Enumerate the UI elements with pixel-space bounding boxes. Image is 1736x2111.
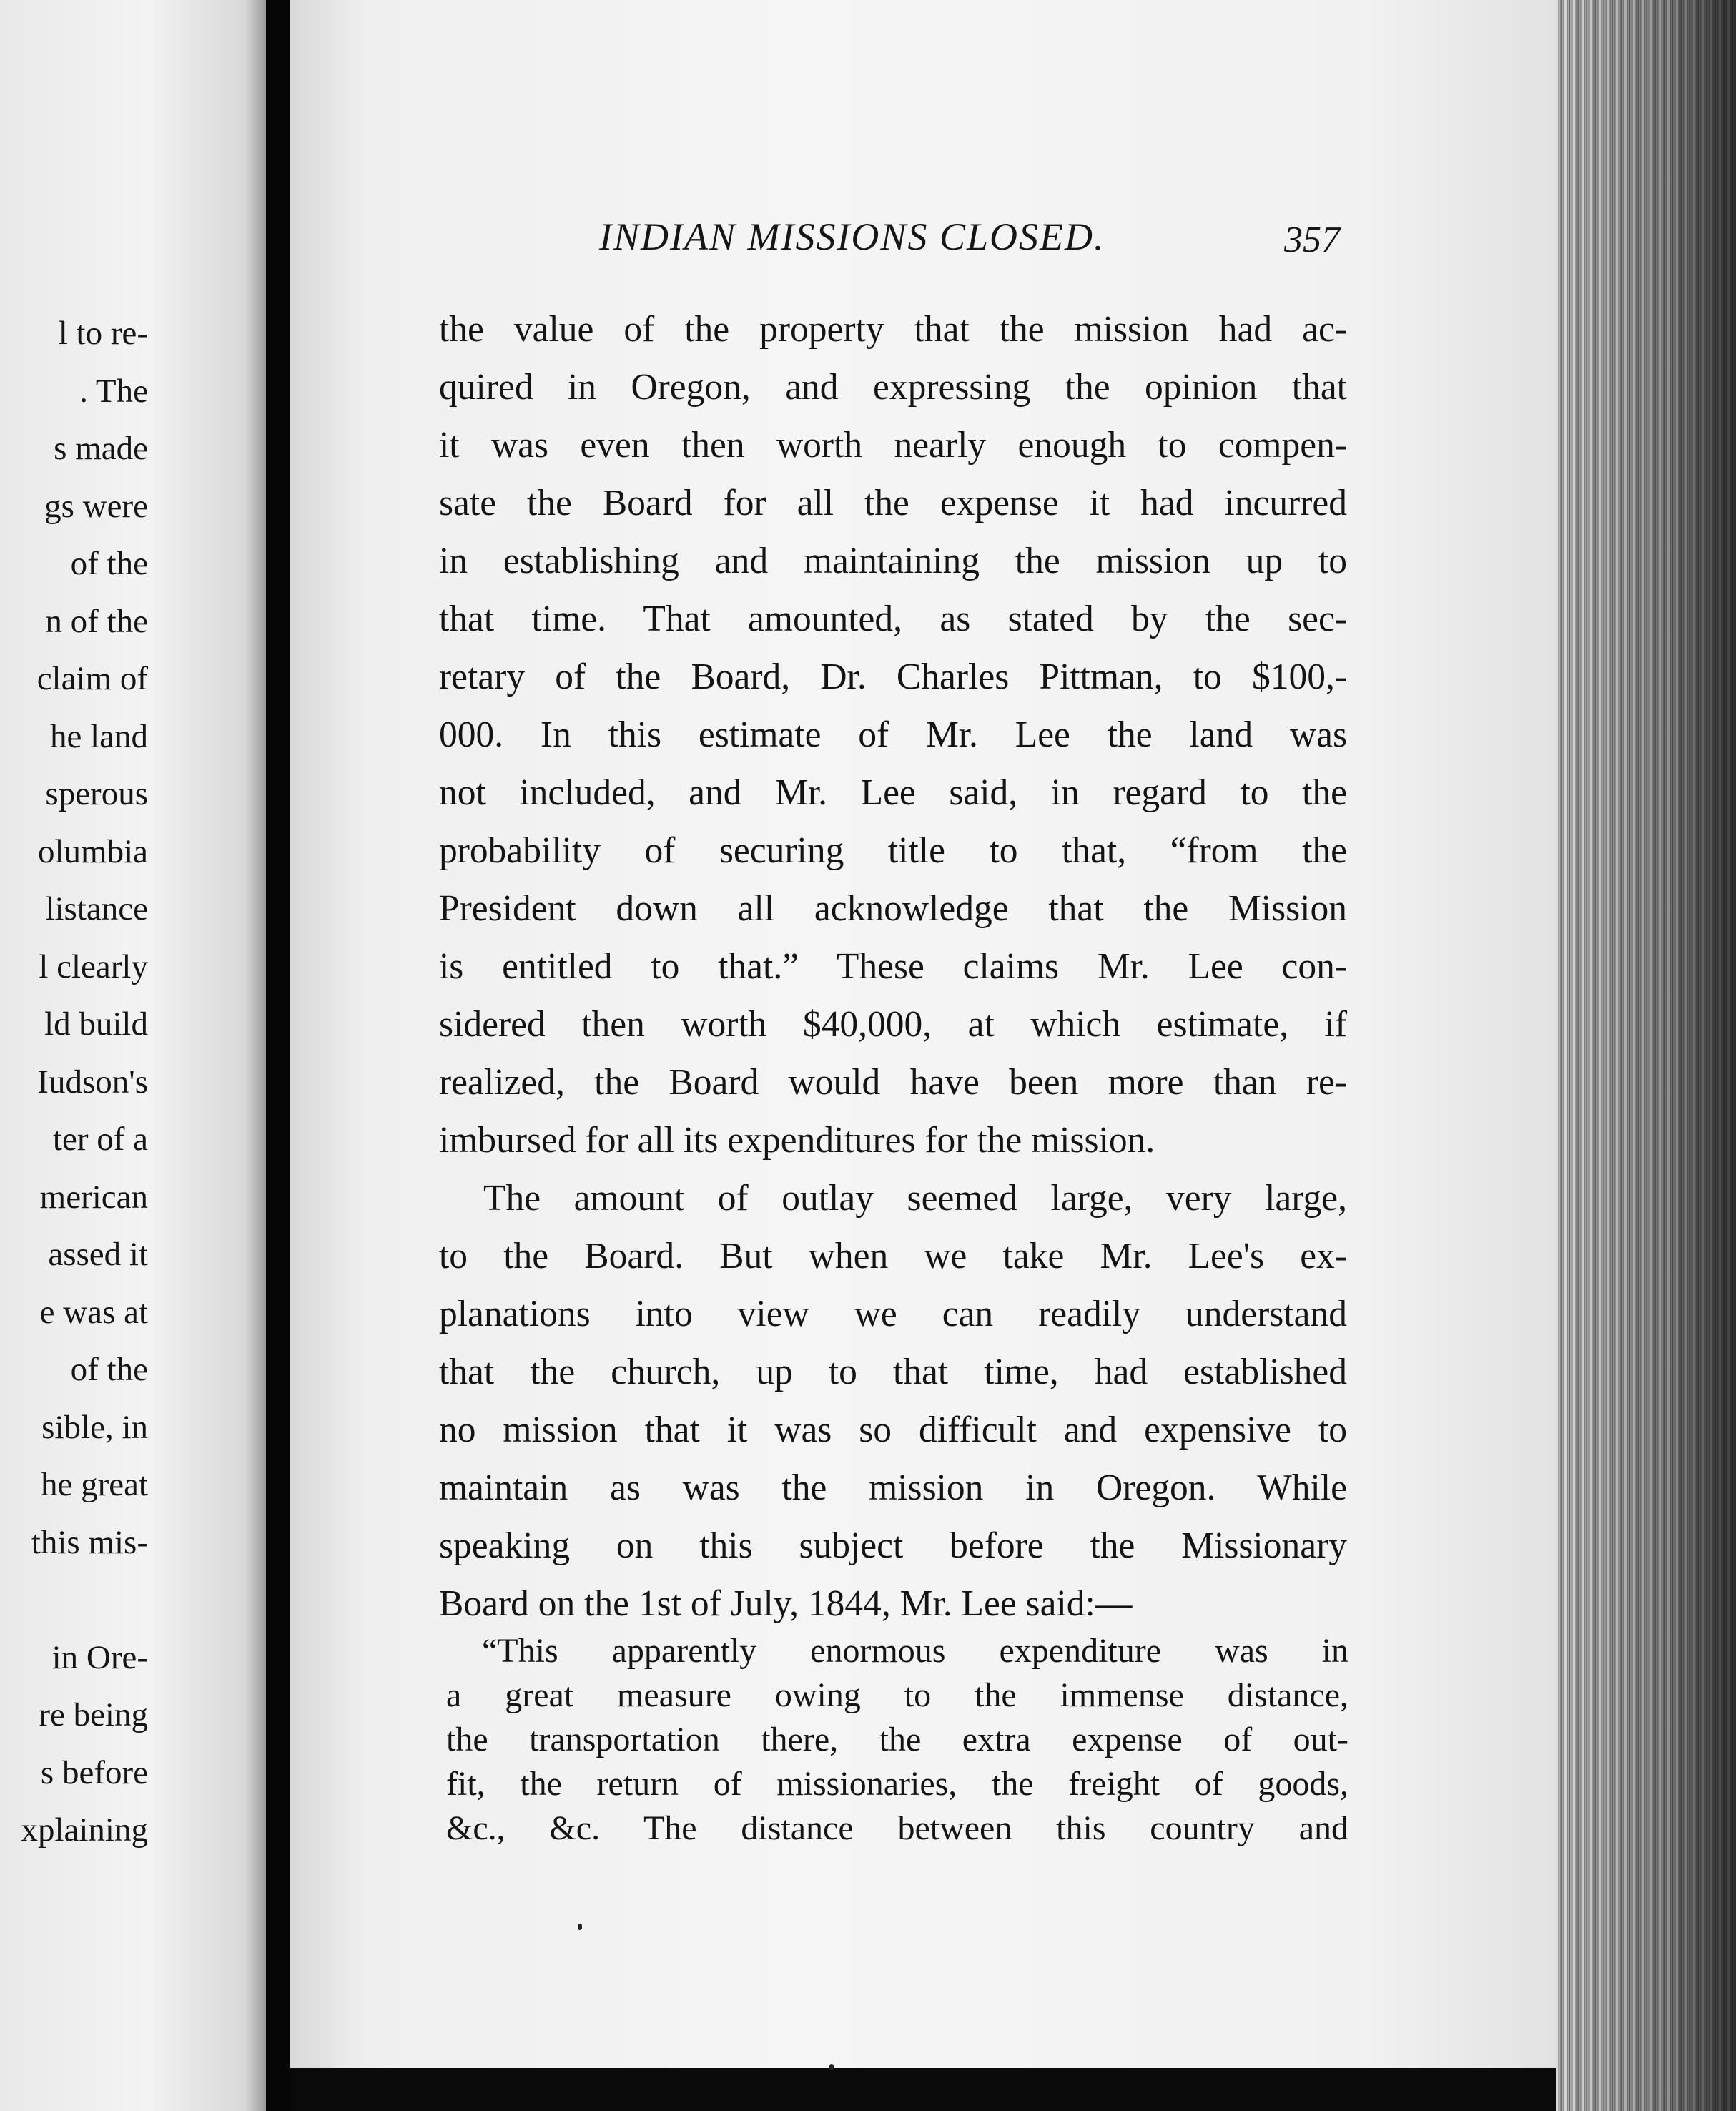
quote-line: “This apparently enormous expenditure was in <box>482 1632 1348 1670</box>
bottom-shadow <box>290 2068 1556 2111</box>
body-line: is entitled to that.” These claims Mr. Lee con- <box>439 946 1347 987</box>
body-text <box>439 300 1347 1633</box>
page-number: 357 <box>1284 220 1340 260</box>
body-line: sidered then worth $40,000, at which estimate, if <box>439 1004 1347 1045</box>
left-line: n of the <box>45 602 148 640</box>
left-line: olumbia <box>37 832 148 870</box>
facing-left-page <box>0 0 266 2111</box>
body-line: to the Board. But when we take Mr. Lee's ex- <box>439 1236 1347 1276</box>
left-line: listance <box>45 890 148 927</box>
quote-line: fit, the return of missionaries, the freight of goods, <box>446 1765 1348 1803</box>
body-line: in establishing and maintaining the mission up to <box>439 541 1347 581</box>
left-line: xplaining <box>21 1811 148 1849</box>
left-line: merican <box>39 1178 148 1216</box>
left-line: s made <box>54 430 148 467</box>
left-line: of the <box>70 545 148 582</box>
body-line: quired in Oregon, and expressing the opinion that <box>439 367 1347 408</box>
left-line: in Ore- <box>51 1638 148 1676</box>
left-line: ld build <box>44 1005 148 1043</box>
running-head: INDIAN MISSIONS CLOSED. <box>599 215 1105 258</box>
left-line: this mis- <box>31 1523 148 1561</box>
left-line: Iudson's <box>37 1063 148 1101</box>
body-line: The amount of outlay seemed large, very large, <box>483 1178 1347 1219</box>
body-line: that time. That amounted, as stated by the sec- <box>439 599 1347 639</box>
print-speck <box>829 2064 834 2070</box>
left-line: assed it <box>48 1236 148 1273</box>
body-line: realized, the Board would have been more than re- <box>439 1062 1347 1103</box>
left-line: of the <box>70 1351 148 1388</box>
left-line: sperous <box>45 775 148 812</box>
left-line: gs were <box>44 487 148 525</box>
quote-line: a great measure owing to the immense distance, <box>446 1676 1348 1714</box>
print-speck <box>578 1924 582 1930</box>
body-line: Board on the 1st of July, 1844, Mr. Lee said:— <box>439 1583 1133 1624</box>
body-line: 000. In this estimate of Mr. Lee the land was <box>439 714 1347 755</box>
body-line: sate the Board for all the expense it had incurred <box>439 483 1347 523</box>
body-line: retary of the Board, Dr. Charles Pittman, to $100,- <box>439 656 1347 697</box>
body-line: probability of securing title to that, “from the <box>439 830 1347 871</box>
body-line: President down all acknowledge that the Mission <box>439 888 1347 929</box>
left-line: he land <box>49 717 148 755</box>
page-edges <box>1556 0 1736 2111</box>
left-line: . The <box>79 372 148 410</box>
left-line: ter of a <box>52 1121 148 1158</box>
left-line: s before <box>40 1753 148 1791</box>
left-line: l to re- <box>58 315 148 352</box>
body-line: no mission that it was so difficult and expensive to <box>439 1409 1347 1450</box>
quote-line: the transportation there, the extra expense of out- <box>446 1721 1348 1758</box>
left-line: he great <box>40 1466 148 1503</box>
body-line: not included, and Mr. Lee said, in regard to the <box>439 772 1347 813</box>
body-line: planations into view we can readily understand <box>439 1294 1347 1334</box>
book-gutter <box>266 0 290 2111</box>
left-line <box>21 1571 148 1629</box>
body-line: that the church, up to that time, had established <box>439 1352 1347 1392</box>
body-line: it was even then worth nearly enough to compen- <box>439 425 1347 466</box>
left-line: re being <box>39 1696 148 1733</box>
left-line: claim of <box>36 660 148 697</box>
left-page-text <box>21 305 148 1859</box>
body-line: maintain as was the mission in Oregon. While <box>439 1467 1347 1508</box>
page-edges-shadow <box>1556 0 1736 2111</box>
left-line: sible, in <box>41 1408 148 1446</box>
left-line: l clearly <box>39 948 148 985</box>
body-line: imbursed for all its expenditures for the mission. <box>439 1120 1155 1161</box>
quote-line: &c., &c. The distance between this country and <box>446 1809 1348 1847</box>
body-line: speaking on this subject before the Missionary <box>439 1525 1347 1566</box>
body-line: the value of the property that the mission had ac- <box>439 309 1347 350</box>
block-quote <box>446 1629 1348 1851</box>
left-line: e was at <box>39 1293 148 1331</box>
